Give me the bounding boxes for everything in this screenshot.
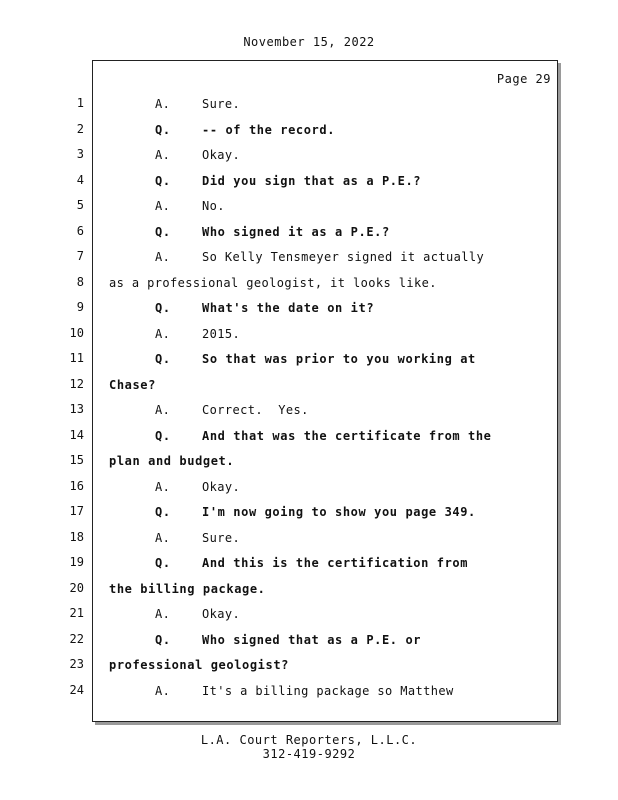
transcript-line-text: the billing package. — [109, 581, 266, 596]
transcript-line-text: Okay. — [202, 607, 241, 621]
line-number: 4 — [76, 172, 84, 187]
transcript-line-text: Sure. — [202, 530, 241, 545]
transcript-page — [92, 60, 558, 722]
transcript-line-text: Who signed that as a P.E. or — [202, 632, 422, 647]
transcript-line-text: Who signed it as a P.E.? — [202, 224, 390, 239]
line-number: 15 — [69, 453, 84, 467]
transcript-line-text: Sure. — [202, 97, 241, 111]
line-number: 18 — [69, 529, 84, 544]
transcript-line-text: So Kelly Tensmeyer signed it actually — [202, 250, 485, 264]
line-number: 16 — [69, 478, 84, 493]
transcript-line-text: plan and budget. — [109, 454, 235, 468]
transcript-line-text: professional geologist? — [109, 658, 289, 672]
line-number: 19 — [69, 555, 84, 569]
speaker-label: A. — [155, 607, 171, 621]
line-number: 17 — [69, 504, 84, 518]
transcript-line-text: What's the date on it? — [202, 301, 375, 315]
line-number: 7 — [76, 249, 84, 263]
line-number: 13 — [69, 402, 84, 416]
line-number: 10 — [69, 325, 84, 340]
line-number: 9 — [76, 300, 84, 314]
speaker-label: Q. — [155, 224, 171, 239]
line-number: 5 — [76, 198, 84, 212]
speaker-label: A. — [155, 403, 171, 417]
speaker-label: A. — [155, 250, 171, 264]
transcript-line-text: So that was prior to you working at — [202, 352, 476, 366]
speaker-label: Q. — [155, 301, 171, 315]
transcript-line-text: -- of the record. — [202, 122, 336, 137]
speaker-label: Q. — [155, 632, 171, 647]
line-number: 1 — [76, 96, 84, 110]
line-number: 3 — [76, 147, 84, 161]
line-number: 21 — [69, 606, 84, 620]
transcript-line-text: I'm now going to show you page 349. — [202, 505, 476, 519]
line-number: 2 — [76, 121, 84, 136]
speaker-label: A. — [155, 148, 171, 162]
speaker-label: A. — [155, 326, 171, 341]
speaker-label: Q. — [155, 428, 171, 443]
speaker-label: Q. — [155, 556, 171, 570]
transcript-line-text: No. — [202, 199, 225, 213]
footer-phone: 312-419-9292 — [262, 747, 356, 761]
speaker-label: Q. — [155, 122, 171, 137]
speaker-label: A. — [155, 683, 171, 698]
transcript-line-text: as a professional geologist, it looks like. — [109, 275, 437, 290]
line-number: 6 — [76, 223, 84, 238]
transcript-line-text: Correct. Yes. — [202, 403, 309, 417]
line-number: 11 — [69, 351, 84, 365]
transcript-line-text: Okay. — [202, 479, 241, 494]
transcript-line-text: And this is the certification from — [202, 556, 469, 570]
transcript-line-text: Chase? — [109, 377, 156, 392]
line-number: 22 — [69, 631, 84, 646]
transcript-line-text: 2015. — [202, 326, 241, 341]
line-number: 24 — [69, 682, 84, 697]
transcript-date: November 15, 2022 — [243, 35, 375, 49]
transcript-line-text: Did you sign that as a P.E.? — [202, 173, 422, 188]
speaker-label: A. — [155, 479, 171, 494]
speaker-label: Q. — [155, 173, 171, 188]
line-number: 8 — [76, 274, 84, 289]
line-number: 14 — [69, 427, 84, 442]
line-number: 12 — [69, 376, 84, 391]
speaker-label: Q. — [155, 352, 171, 366]
speaker-label: A. — [155, 530, 171, 545]
line-number: 23 — [69, 657, 84, 671]
page-number: Page 29 — [496, 72, 551, 86]
line-number: 20 — [69, 580, 84, 595]
transcript-line-text: Okay. — [202, 148, 241, 162]
footer-company: L.A. Court Reporters, L.L.C. — [200, 733, 418, 747]
speaker-label: Q. — [155, 505, 171, 519]
speaker-label: A. — [155, 97, 171, 111]
transcript-line-text: It's a billing package so Matthew — [202, 683, 454, 698]
transcript-line-text: And that was the certificate from the — [202, 428, 492, 443]
speaker-label: A. — [155, 199, 171, 213]
